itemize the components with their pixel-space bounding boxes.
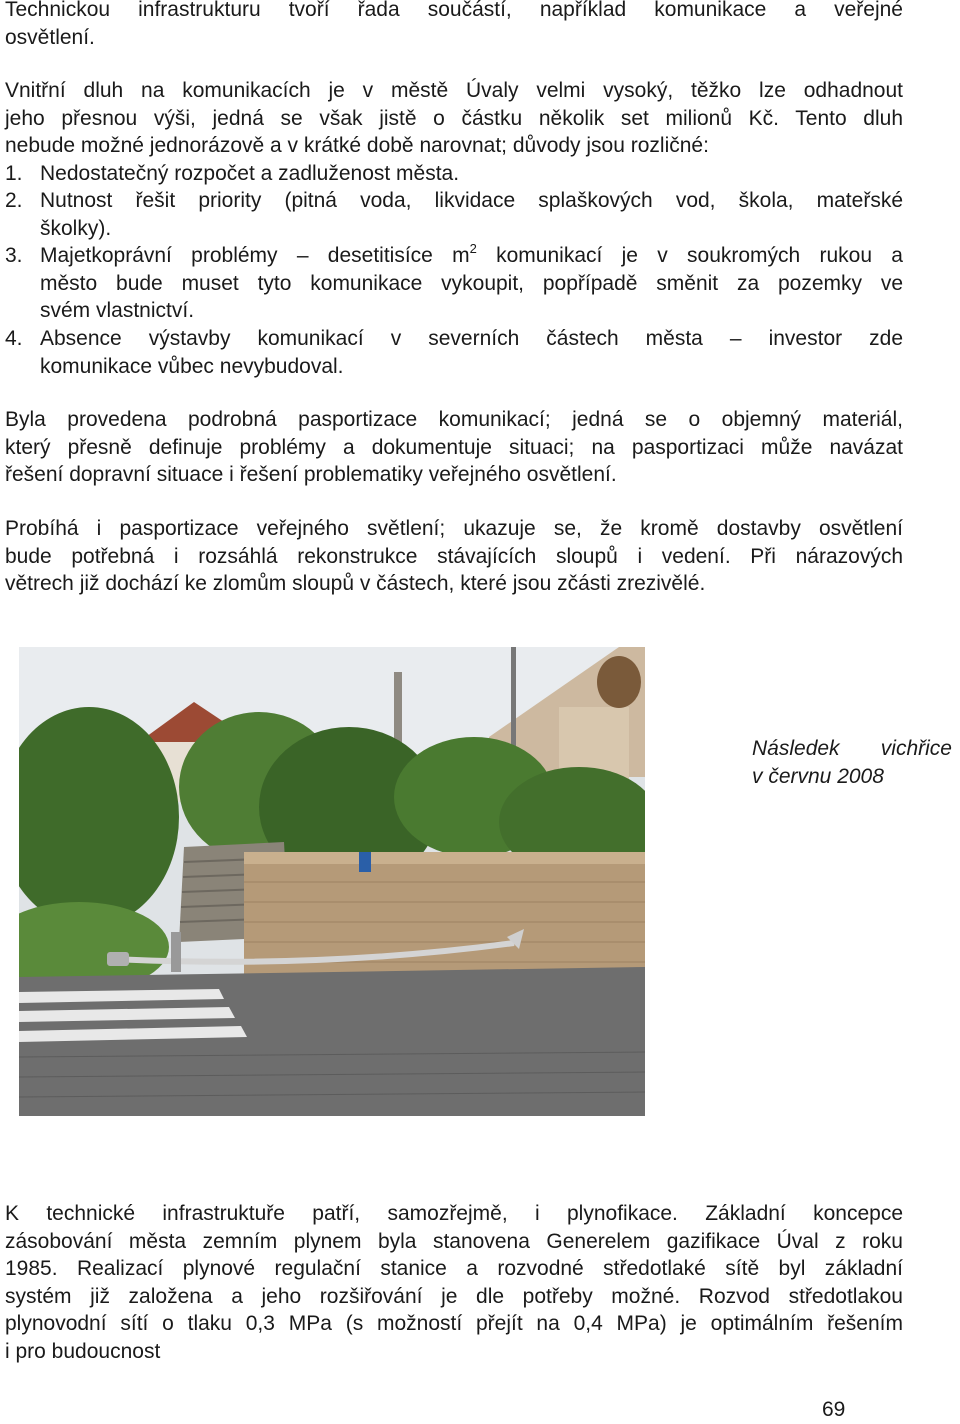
lighting-paragraph [5, 515, 903, 598]
list-number: 4. [5, 327, 23, 350]
debt-paragraph [5, 77, 903, 160]
intro-paragraph [5, 0, 903, 51]
lighting-line: větrech již dochází ke zlomům sloupů v částech, které jsou zčásti zrezivělé. [5, 572, 706, 595]
pasport-line: řešení dopravní situace i řešení problematiky veřejného osvětlení. [5, 463, 617, 486]
list-text: Nutnost řešit priority (pitná voda, likvidace splaškových vod, škola, mateřské [40, 189, 903, 212]
list-text: komunikace vůbec nevybudoval. [40, 354, 344, 378]
debt-line: nebude možné jednorázově a v krátké době narovnat; důvody jsou rozličné: [5, 134, 709, 157]
caption-line: Následek vichřice [752, 737, 952, 760]
lighting-line: Probíhá i pasportizace veřejného světlení; ukazuje se, že kromě dostavby osvětlení [5, 517, 903, 540]
intro-line: Technickou infrastrukturu tvoří řada součástí, například komunikace a veřejné [5, 0, 903, 21]
debt-line: Vnitřní dluh na komunikacích je v městě Úvaly velmi vysoký, těžko lze odhadnout [5, 79, 903, 102]
list-text: Nedostatečný rozpočet a zadluženost města. [40, 162, 460, 185]
list-number: 3. [5, 244, 23, 267]
list-number: 1. [5, 162, 23, 185]
pasport-line: který přesně definuje problémy a dokumentuje situaci; na pasportizaci může navázat [5, 435, 903, 459]
debt-line: jeho přesnou výši, jedná se však jistě o částku několik set milionů Kč. Tento dluh [5, 106, 903, 130]
gas-line: systém již založena a jeho rozšiřování je dle potřeby možné. Rozvod středotlakou [5, 1284, 903, 1308]
list-text: město bude muset tyto komunikace vykoupit, popřípadě směnit za pozemky ve [40, 271, 903, 295]
list-text-first: Majetkoprávní problémy – desetitisíce $m^2$ komunikací je v soukromých rukou a [40, 241, 903, 267]
gas-paragraph [5, 1200, 903, 1365]
page-number: 69 [822, 1398, 846, 1421]
superscript: 2 [469, 241, 477, 256]
pasport-paragraph [5, 406, 903, 489]
photo-caption [752, 735, 952, 791]
gas-line: i pro budoucnost [5, 1339, 161, 1363]
gas-line: plynovodní sítí o tlaku 0,3 MPa (s možností přejít na 0,4 MPa) je optimálním řešením [5, 1312, 903, 1335]
pasport-line: Byla provedena podrobná pasportizace komunikací; jedná se o objemný materiál, [5, 408, 903, 431]
list-number: 2. [5, 189, 23, 212]
list-text: Absence výstavby komunikací v severních částech města – investor zde [40, 327, 903, 350]
caption-line: v červnu 2008 [752, 765, 884, 788]
storm-damage-photo [19, 647, 645, 1116]
gas-line: zásobování města zemním plynem byla stanovena Generelem gazifikace Úval z roku [5, 1229, 903, 1253]
list-text: svém vlastnictví. [40, 299, 195, 322]
gas-line: K technické infrastruktuře patří, samozřejmě, i plynofikace. Základní koncepce [5, 1202, 903, 1225]
lighting-line: bude potřebná i rozsáhlá rekonstrukce stávajících sloupů i vedení. Při nárazových [5, 544, 903, 568]
intro-line: osvětlení. [5, 25, 95, 49]
list-text: školky). [40, 216, 112, 240]
gas-line: 1985. Realizací plynové regulační stanice a rozvodné středotlaké sítě byl základní [5, 1257, 903, 1280]
